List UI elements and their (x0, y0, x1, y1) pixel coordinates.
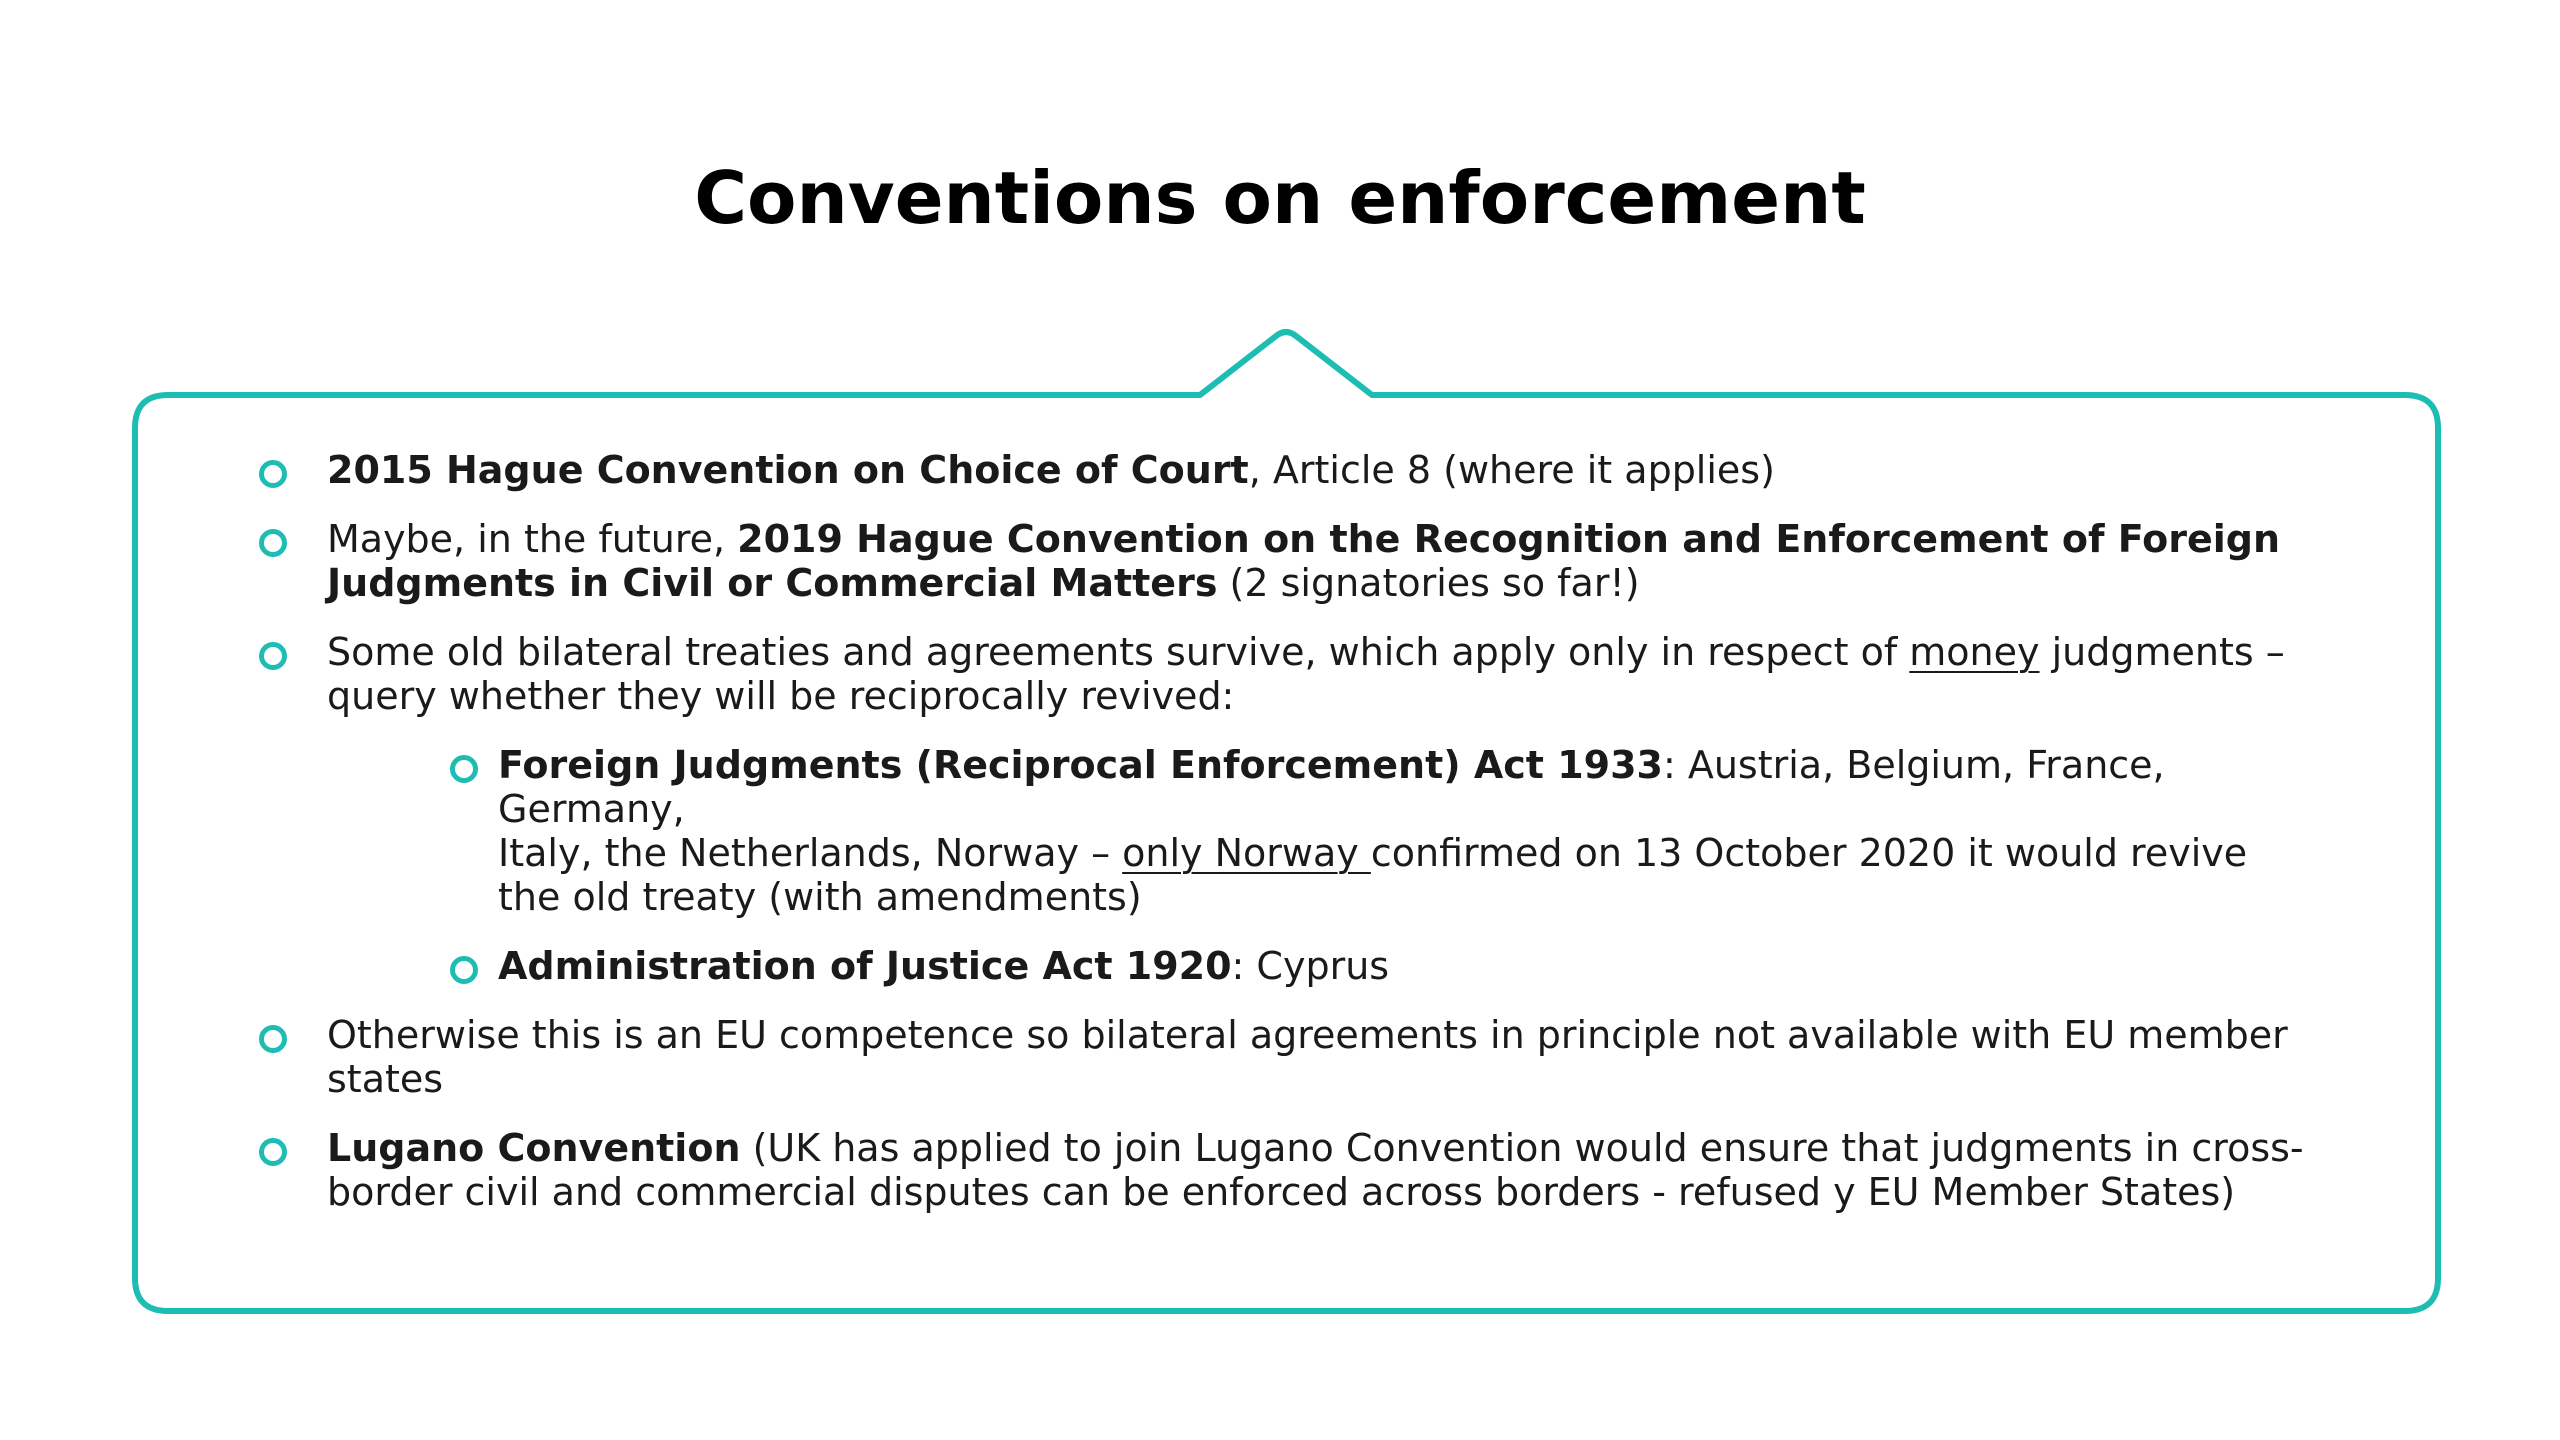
item-text: Otherwise this is an EU competence so bilateral agreements in principle not available with EU member (327, 1013, 2288, 1057)
item-bold-text: 2015 Hague Convention on Choice of Court (327, 448, 1249, 492)
item-text: the old treaty (with amendments) (498, 875, 1142, 919)
slide-title: Conventions on enforcement (694, 156, 1866, 240)
item-text: query whether they will be reciprocally revived: (327, 674, 1235, 718)
list-item (255, 1126, 2355, 1214)
list-item (255, 630, 2355, 718)
item-text: Maybe, in the future, (327, 517, 738, 561)
item-text: confirmed on 13 October 2020 it would revive (1370, 831, 2248, 875)
list-item (255, 448, 2355, 492)
item-underlined-text: only Norway (1122, 831, 1371, 875)
item-text: states (327, 1057, 444, 1101)
item-bold-text: Administration of Justice Act 1920 (498, 944, 1232, 988)
circle-bullet-icon (259, 529, 287, 557)
circle-bullet-icon (450, 755, 478, 783)
list-item (255, 517, 2355, 605)
bullet-list (255, 448, 2355, 1239)
circle-bullet-icon (259, 1025, 287, 1053)
circle-bullet-icon (259, 642, 287, 670)
item-text: : Austria, Belgium, France, Germany, (498, 743, 2165, 831)
item-text: Some old bilateral treaties and agreements survive, which apply only in respect of (327, 630, 1910, 674)
sub-list-item (450, 743, 2355, 919)
item-text: border civil and commercial disputes can be enforced across borders - refused y EU Member States) (327, 1170, 2236, 1214)
item-text: judgments – (2039, 630, 2285, 674)
item-text: (UK has applied to join Lugano Convention would ensure that judgments in cross- (740, 1126, 2304, 1170)
item-bold-text: Judgments in Civil or Commercial Matters (327, 561, 1218, 605)
item-text: : Cyprus (1231, 944, 1390, 988)
item-bold-text: Foreign Judgments (Reciprocal Enforcement) Act 1933 (498, 743, 1663, 787)
item-text: (2 signatories so far!) (1217, 561, 1640, 605)
item-underlined-text: money (1909, 630, 2040, 674)
sub-list-item (450, 944, 2355, 988)
item-bold-text: Lugano Convention (327, 1126, 741, 1170)
item-text: , Article 8 (where it applies) (1248, 448, 1775, 492)
circle-bullet-icon (259, 1138, 287, 1166)
item-text: Italy, the Netherlands, Norway – (498, 831, 1123, 875)
circle-bullet-icon (450, 956, 478, 984)
item-bold-text: 2019 Hague Convention on the Recognition and Enforcement of Foreign (737, 517, 2281, 561)
circle-bullet-icon (259, 460, 287, 488)
list-item (255, 1013, 2355, 1101)
